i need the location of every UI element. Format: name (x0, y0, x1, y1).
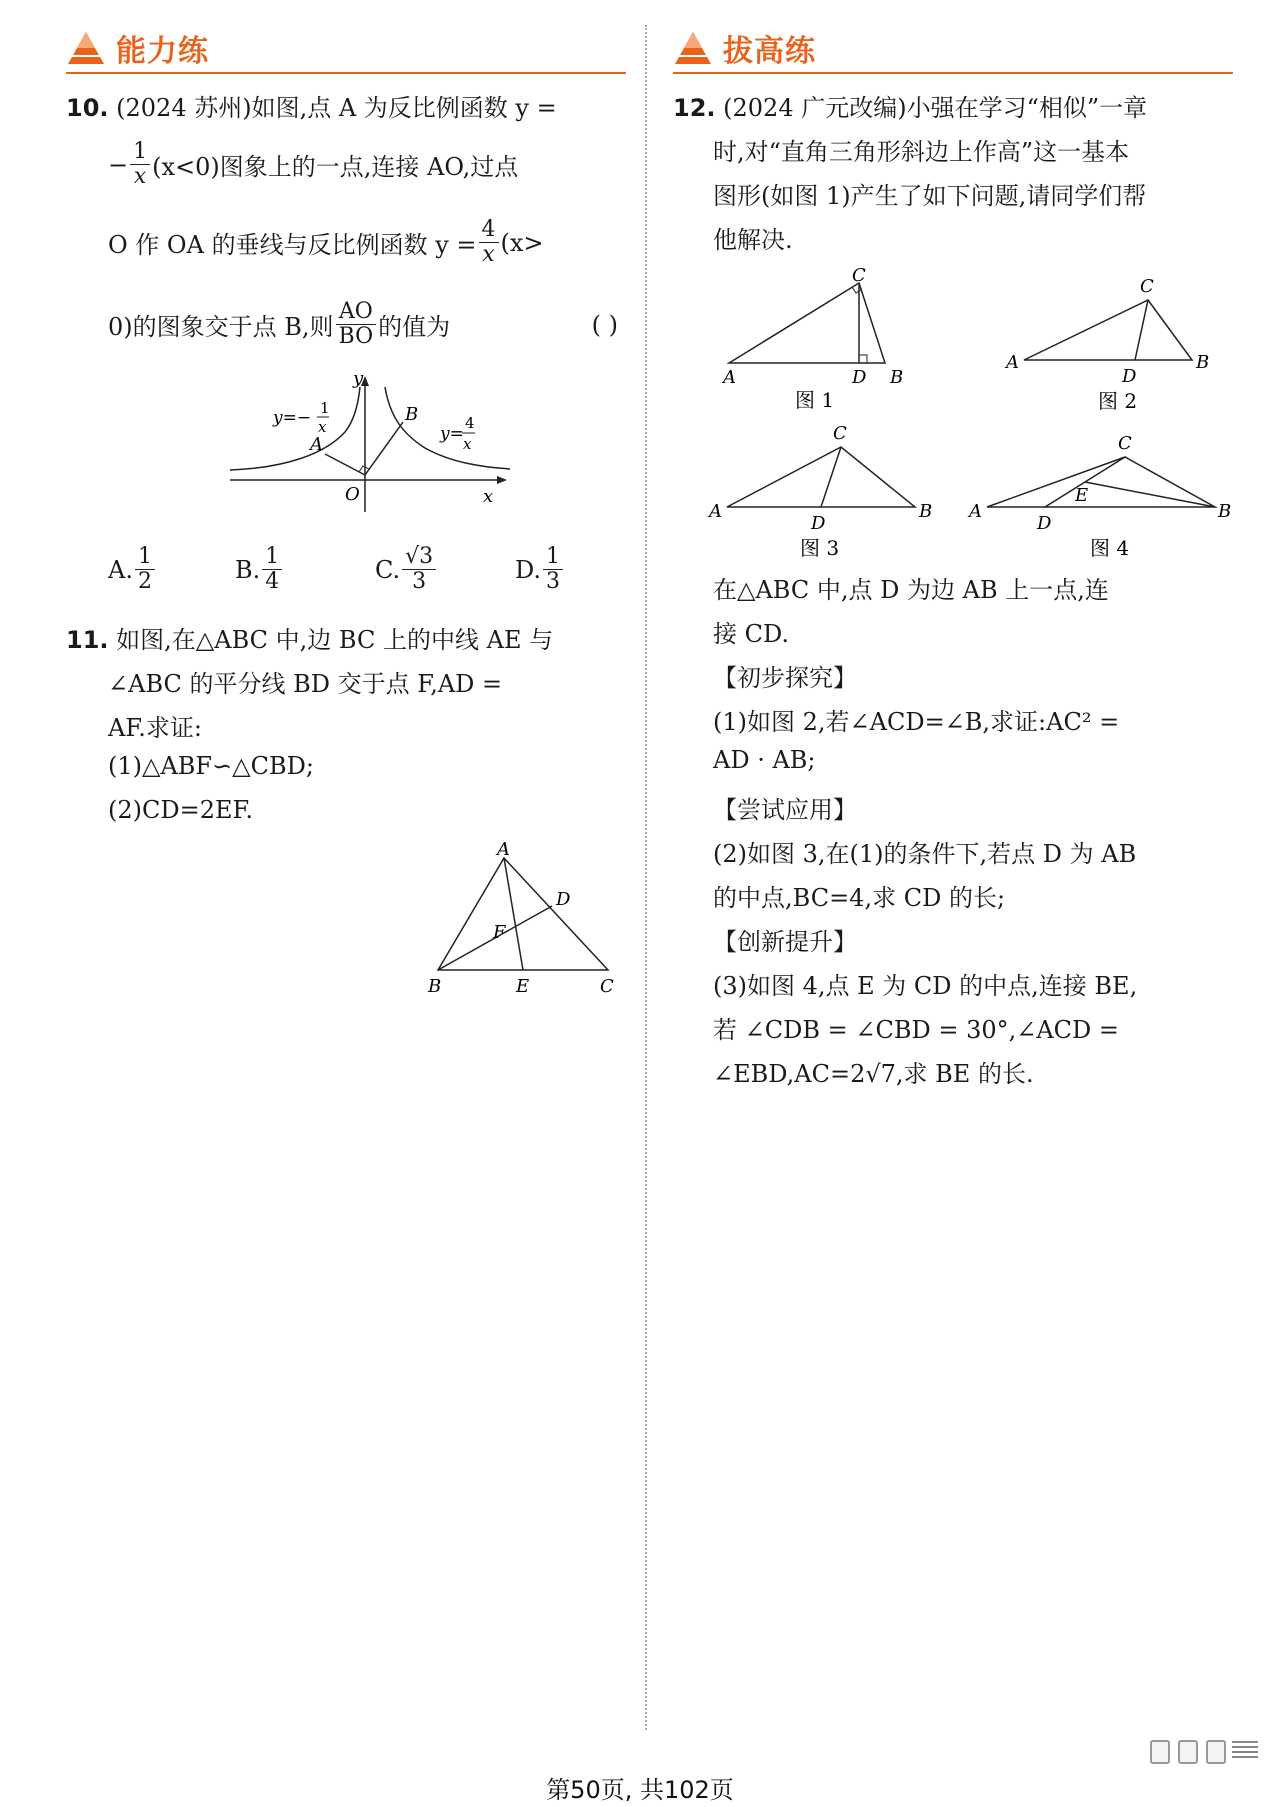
label-f: F (493, 922, 506, 943)
q11-line2: ∠ABC 的平分线 BD 交于点 F,AD = (108, 670, 503, 698)
figure-4 (965, 425, 1245, 575)
q12-body1: 在△ABC 中,点 D 为边 AB 上一点,连 (713, 576, 1109, 604)
fraction: $\frac{AO}{BO}$ (336, 300, 377, 349)
figure-1 (715, 265, 915, 415)
label-d: D (1037, 513, 1052, 534)
page-icon[interactable] (1178, 1740, 1198, 1764)
q10-minus: − (108, 150, 129, 179)
q12-p3c: ∠EBD,AC=2√7,求 BE 的长. (713, 1060, 1034, 1088)
q10-line2: (x<0)图象上的一点,连接 AO,过点 (152, 153, 519, 182)
q12-line1: (2024 广元改编)小强在学习“相似”一章 (723, 94, 1148, 122)
page-icon[interactable] (1150, 1740, 1170, 1764)
fraction: $\frac{1}{4}$ (262, 545, 282, 594)
column-divider (645, 25, 647, 1730)
func-right-num: 4 (465, 414, 475, 432)
figure-3 (705, 425, 945, 575)
origin-label: O (345, 484, 360, 505)
label-b: B (1218, 501, 1232, 522)
q12-p2a: (2)如图 3,在(1)的条件下,若点 D 为 AB (713, 840, 1137, 868)
label-c: C (1118, 433, 1132, 454)
func-label-left: y=− (273, 408, 312, 428)
tag-preliminary: 【初步探究】 (713, 664, 857, 692)
q12-p2b: 的中点,BC=4,求 CD 的长; (713, 884, 1006, 912)
q11-line5: (2)CD=2EF. (108, 796, 254, 824)
label-b: B (890, 367, 904, 388)
menu-icon[interactable] (1232, 1738, 1258, 1761)
func-right-den: x (463, 435, 472, 453)
tag-application: 【尝试应用】 (713, 796, 857, 824)
fraction: $\frac{1}{2}$ (135, 545, 155, 594)
q10-line3: O 作 OA 的垂线与反比例函数 y = (108, 231, 477, 260)
q10-line3-post: (x> (500, 228, 544, 257)
axis-label-y: y (353, 372, 364, 389)
label-c: C (600, 976, 614, 997)
fraction: $\frac{1}{x}$ (130, 140, 150, 189)
figure-caption: 图 2 (1098, 389, 1138, 413)
q10-line4-post: 的值为 (378, 313, 451, 342)
label-e: E (1075, 485, 1089, 506)
q12-line4: 他解决. (713, 226, 793, 254)
axis-label-x: x (483, 486, 494, 507)
point-label-a: A (310, 434, 323, 455)
question-number: 11. (66, 626, 109, 654)
choice-b[interactable] (235, 545, 284, 594)
page-indicator: 第50页, 共102页 (546, 1776, 734, 1804)
q12-line2: 时,对“直角三角形斜边上作高”这一基本 (713, 138, 1130, 166)
label-a: A (709, 501, 722, 522)
label-a: A (969, 501, 982, 522)
q11-line3: AF.求证: (108, 714, 202, 742)
label-b: B (1196, 352, 1210, 373)
section-title-left: 能力练 (116, 34, 209, 69)
figure-caption: 图 1 (795, 388, 835, 412)
q10-line1: (2024 苏州)如图,点 A 为反比例函数 y = (116, 94, 557, 122)
page-icon[interactable] (1206, 1740, 1226, 1764)
figure-2 (1000, 270, 1240, 420)
choice-c[interactable] (375, 545, 438, 594)
pyramid-icon (673, 30, 713, 66)
choice-d[interactable] (515, 545, 565, 594)
point-label-b: B (405, 404, 419, 425)
q12-p1a: (1)如图 2,若∠ACD=∠B,求证:AC² = (713, 708, 1120, 736)
q10-graph (225, 372, 515, 517)
q12-p1b: AD · AB; (713, 746, 816, 774)
label-e: E (516, 976, 530, 997)
label-d: D (852, 367, 867, 388)
section-header-left (66, 22, 626, 74)
label-b: B (428, 976, 442, 997)
label-d: D (1122, 366, 1137, 387)
label-c: C (1140, 276, 1154, 297)
figure-caption: 图 4 (1090, 536, 1130, 560)
fraction: $\frac{1}{3}$ (543, 545, 563, 594)
q12-body2: 接 CD. (713, 620, 790, 648)
func-left-den: x (318, 418, 327, 436)
pyramid-icon (66, 30, 106, 66)
choice-letter: C. (375, 555, 401, 584)
label-a: A (497, 840, 510, 860)
q12-line3: 图形(如图 1)产生了如下问题,请同学们帮 (713, 182, 1147, 210)
fraction: $\frac{√3}{3}$ (402, 545, 436, 594)
label-b: B (919, 501, 933, 522)
choice-letter: B. (235, 555, 261, 584)
func-left-num: 1 (320, 399, 330, 417)
label-c: C (833, 425, 847, 444)
section-header-right (673, 22, 1233, 74)
q10-line4: 0)的图象交于点 B,则 (108, 313, 334, 342)
fraction: $\frac{4}{x}$ (479, 218, 499, 267)
choice-a[interactable] (108, 545, 157, 594)
label-c: C (852, 265, 866, 286)
tag-innovation: 【创新提升】 (713, 928, 857, 956)
q11-line4: (1)△ABF∽△CBD; (108, 752, 314, 780)
q12-p3b: 若 ∠CDB = ∠CBD = 30°,∠ACD = (713, 1016, 1120, 1044)
question-number: 12. (673, 94, 716, 122)
q11-line1: 如图,在△ABC 中,边 BC 上的中线 AE 与 (116, 626, 554, 654)
choice-letter: D. (515, 555, 542, 584)
q11-figure (420, 840, 620, 1000)
answer-bracket: ( ) (591, 310, 618, 339)
q12-p3a: (3)如图 4,点 E 为 CD 的中点,连接 BE, (713, 972, 1138, 1000)
label-d: D (811, 513, 826, 534)
label-a: A (1006, 352, 1019, 373)
func-label-right: y= (440, 424, 464, 444)
choice-letter: A. (108, 555, 133, 584)
label-d: D (556, 889, 571, 910)
section-title-right: 拔高练 (723, 34, 816, 69)
question-number: 10. (66, 94, 109, 122)
label-a: A (723, 367, 736, 388)
figure-caption: 图 3 (800, 536, 840, 560)
